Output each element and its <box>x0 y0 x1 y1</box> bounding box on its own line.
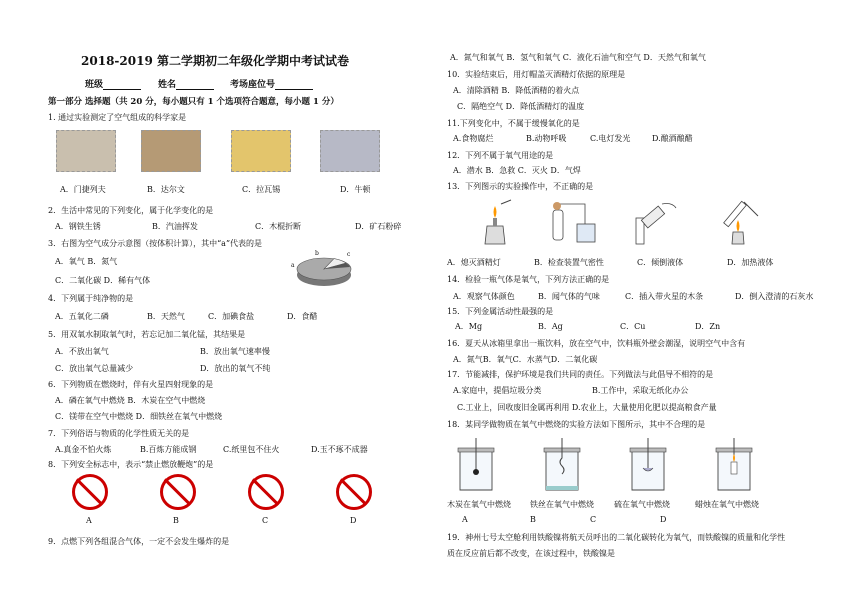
q18-caption-c: 硫在氧气中燃烧 <box>614 500 670 509</box>
q11-option-c: C.电灯发光 <box>590 134 631 143</box>
heat-liquid-image <box>714 196 766 246</box>
class-field <box>85 77 141 90</box>
section-heading: 第一部分 选择题（共 20 分，每小题只有 1 个选项符合题意，每小题 1 分） <box>48 97 339 107</box>
carbon-burning-jar-image <box>452 436 500 494</box>
q10-option-ab: A．清除酒精 B．降低酒精的着火点 <box>453 86 580 95</box>
q13-option-a: A．熄灭酒精灯 <box>447 258 501 267</box>
q18-stem: 18．某同学做物质在氧气中燃烧的实验方法如下图所示，其中不合理的是 <box>447 420 706 429</box>
no-smoking-sign-icon <box>248 474 284 510</box>
q1-option-b: B．达尔文 <box>147 185 185 194</box>
q17-stem: 17．节能减排，保护环境是我们共同的责任。下列做法与此倡导不相符的是 <box>447 370 714 379</box>
q4-option-d: D．食醋 <box>287 312 318 321</box>
alcohol-lamp-blow-image <box>475 198 515 246</box>
q8-label-a: A <box>86 516 92 525</box>
q19-stem-line1: 19．神州七号太空舱利用铁酸镍将航天员呼出的二氧化碳转化为氧气，而铁酸镍的质量和化学性 <box>447 533 786 542</box>
q18-label-c: C <box>590 515 597 524</box>
q13-option-b: B．检查装置气密性 <box>534 258 604 267</box>
stamp-darwin-image <box>141 130 201 172</box>
q15-option-d: D．Zn <box>695 322 721 331</box>
q14-option-a: A．观察气体颜色 <box>453 292 515 301</box>
q6-option-ab: A．磷在氧气中燃烧 B．木炭在空气中燃烧 <box>55 396 206 405</box>
q1-option-a: A．门捷列夫 <box>60 185 106 194</box>
sulfur-burning-jar-image <box>624 436 672 494</box>
q16-stem: 16．夏天从冰箱里拿出一瓶饮料，放在空气中，饮料瓶外壁会潮湿，说明空气中含有 <box>447 339 746 348</box>
q18-caption-a: 木炭在氧气中燃烧 <box>447 500 511 509</box>
q13-option-c: C．倾倒液体 <box>637 258 684 267</box>
q17-option-a: A.家庭中，提倡垃圾分类 <box>453 386 542 395</box>
q18-caption-d: 蜡烛在氧气中燃烧 <box>695 500 759 509</box>
q15-option-a: A．Mg <box>455 322 483 331</box>
pie-label-c: c <box>347 251 351 258</box>
q7-option-b: B.百炼方能成钢 <box>140 445 197 454</box>
q7-stem: 7．下列俗语与物质的化学性质无关的是 <box>48 429 190 438</box>
q11-stem: 11.下列变化中，不属于缓慢氧化的是 <box>447 119 580 128</box>
q7-option-c: C.纸里包不住火 <box>223 445 280 454</box>
stamp-mendeleev-image <box>56 130 116 172</box>
q14-stem: 14．检验一瓶气体是氧气，下列方法正确的是 <box>447 275 610 284</box>
q12-options: A．潜水 B．急救 C．灭火 D．气焊 <box>453 166 581 175</box>
q6-stem: 6．下列物质在燃烧时，伴有火星四射现象的是 <box>48 380 214 389</box>
q10-option-cd: C．隔绝空气 D．降低酒精灯的温度 <box>457 102 585 111</box>
q1-option-c: C．拉瓦锡 <box>242 185 281 194</box>
q3-stem: 3．右图为空气成分示意图（按体积计算），其中“a”代表的是 <box>48 239 263 248</box>
stamp-lavoisier-image <box>231 130 291 172</box>
q13-stem: 13．下列图示的实验操作中，不正确的是 <box>447 182 594 191</box>
q11-option-a: A.食物腐烂 <box>453 134 494 143</box>
q15-option-b: B．Ag <box>538 322 563 331</box>
q2-option-d: D．矿石粉碎 <box>355 222 402 231</box>
q8-label-d: D <box>350 516 357 525</box>
q18-label-b: B <box>530 515 536 524</box>
q2-option-b: B．汽油挥发 <box>152 222 198 231</box>
q1-option-d: D．牛顿 <box>340 185 371 194</box>
q3-option-ab: A．氧气 B．氮气 <box>55 257 118 266</box>
q15-stem: 15．下列金属活动性最强的是 <box>447 307 554 316</box>
q11-option-d: D.酿酒酿醋 <box>652 134 693 143</box>
q10-stem: 10．实验结束后，用灯帽盖灭酒精灯依据的原理是 <box>447 70 626 79</box>
q8-label-b: B <box>173 516 179 525</box>
q6-option-cd: C．镁带在空气中燃烧 D．细铁丝在氧气中燃烧 <box>55 412 223 421</box>
no-fireworks-sign-icon <box>160 474 196 510</box>
q12-stem: 12．下列不属于氧气用途的是 <box>447 151 554 160</box>
q19-stem-line2: 质在反应前后都不改变，在该过程中，铁酸镍是 <box>447 549 615 558</box>
q1-stem: 1. 通过实验测定了空气组成的科学家是 <box>48 113 187 122</box>
q14-option-d: D．倒入澄清的石灰水 <box>735 292 814 301</box>
q17-option-cd: C.工业上，回收废旧金属再利用 D.农业上，大量使用化肥以提高粮食产量 <box>457 403 717 412</box>
seat-field <box>230 77 313 90</box>
iron-wire-burning-jar-image <box>538 436 586 494</box>
q17-option-b: B.工作中，采取无纸化办公 <box>592 386 689 395</box>
q5-stem: 5．用双氧水制取氧气时，若忘记加二氧化锰，其结果是 <box>48 330 246 339</box>
air-composition-pie-image <box>290 247 360 292</box>
q2-option-a: A．钢铁生锈 <box>55 222 101 231</box>
q15-option-c: C．Cu <box>620 322 646 331</box>
q3-option-cd: C．二氧化碳 D．稀有气体 <box>55 276 151 285</box>
q11-option-b: B.动物呼吸 <box>526 134 567 143</box>
q2-stem: 2．生活中常见的下列变化，属于化学变化的是 <box>48 206 214 215</box>
q5-option-a: A．不放出氧气 <box>55 347 109 356</box>
q18-label-a: A <box>462 515 468 524</box>
no-firecrackers-sign-icon <box>72 474 108 510</box>
class-label: 班级 <box>85 80 104 90</box>
seat-label: 考场座位号 <box>230 80 276 90</box>
q4-option-a: A．五氧化二磷 <box>55 312 109 321</box>
q9-options: A．氮气和氧气 B．氢气和氧气 C．液化石油气和空气 D．天然气和氧气 <box>450 53 706 62</box>
airtight-check-image <box>545 200 601 246</box>
name-field <box>158 77 214 90</box>
q14-option-c: C．插入带火星的木条 <box>625 292 704 301</box>
q5-option-c: C．放出氧气总量减少 <box>55 364 134 373</box>
no-fire-sign-icon <box>336 474 372 510</box>
q13-option-d: D．加热液体 <box>727 258 774 267</box>
q2-option-c: C．木棍折断 <box>255 222 302 231</box>
q5-option-d: D．放出的氧气不纯 <box>200 364 271 373</box>
q4-option-c: C．加碘食盐 <box>208 312 255 321</box>
q9-stem: 9．点燃下列各组混合气体，一定不会发生爆炸的是 <box>48 537 230 546</box>
pie-label-a: a <box>291 262 295 269</box>
q8-label-c: C <box>262 516 269 525</box>
q14-option-b: B．闻气体的气味 <box>538 292 600 301</box>
q5-option-b: B．放出氧气速率慢 <box>200 347 270 356</box>
q18-label-d: D <box>660 515 667 524</box>
page-title: 2018-2019 第二学期初二年级化学期中考试试卷 <box>81 54 349 68</box>
name-label: 姓名 <box>158 80 177 90</box>
q18-caption-b: 铁丝在氧气中燃烧 <box>530 500 594 509</box>
q4-stem: 4．下列属于纯净物的是 <box>48 294 134 303</box>
q16-options: A．氮气B．氧气C．水蒸气D．二氧化碳 <box>453 355 598 364</box>
candle-burning-jar-image <box>710 436 758 494</box>
pie-label-b: b <box>315 250 319 257</box>
q7-option-d: D.玉不琢不成器 <box>311 445 368 454</box>
stamp-newton-image <box>320 130 380 172</box>
q7-option-a: A.真金不怕火炼 <box>55 445 112 454</box>
pour-liquid-image <box>630 200 680 246</box>
q8-stem: 8．下列安全标志中，表示“禁止燃放鞭炮”的是 <box>48 460 214 469</box>
q4-option-b: B．天然气 <box>147 312 185 321</box>
